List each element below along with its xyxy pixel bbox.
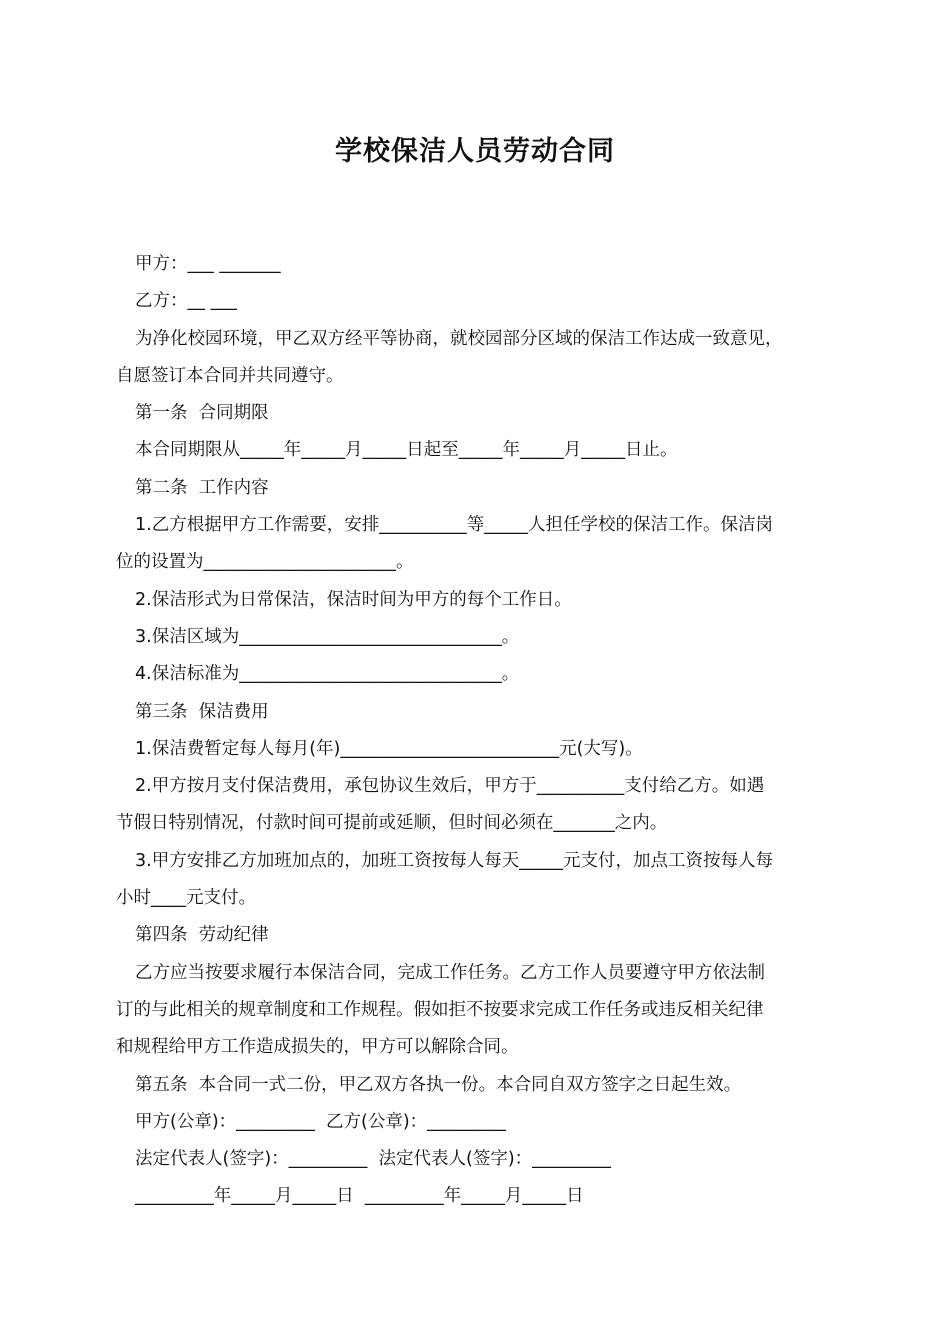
article-3-item-3-line-1: 3.甲方安排乙方加班加点的，加班工资按每人每天_____元支付，加点工资按每人每 bbox=[135, 850, 773, 871]
article-4-line-1: 乙方应当按要求履行本保洁合同，完成工作任务。乙方工作人员要遵守甲方依法制 bbox=[135, 962, 765, 983]
preamble-line-1: 为净化校园环境，甲乙双方经平等协商，就校园部分区域的保洁工作达成一致意见， bbox=[135, 328, 783, 349]
article-3-item-3-line-2: 小时____元支付。 bbox=[116, 888, 256, 909]
document-title: 学校保洁人员劳动合同 bbox=[335, 136, 615, 167]
contract-body bbox=[116, 246, 850, 1216]
article-2-item-4: 4.保洁标准为______________________________。 bbox=[135, 664, 520, 685]
article-4-heading: 第四条 劳动纪律 bbox=[135, 925, 269, 946]
article-2-item-2: 2.保洁形式为日常保洁，保洁时间为甲方的每个工作日。 bbox=[135, 589, 572, 610]
article-3-heading: 第三条 保洁费用 bbox=[135, 701, 269, 722]
article-4-line-2: 订的与此相关的规章制度和工作规程。假如拒不按要求完成工作任务或违反相关纪律 bbox=[116, 999, 764, 1020]
article-3-item-2-line-2: 节假日特别情况，付款时间可提前或延顺，但时间必须在_______之内。 bbox=[116, 813, 668, 834]
article-4-line-3: 和规程给甲方工作造成损失的，甲方可以解除合同。 bbox=[116, 1037, 519, 1058]
signing-date-line: _________年_____月_____日 _________年_____月_____日 bbox=[135, 1186, 584, 1207]
article-2-item-3: 3.保洁区域为______________________________。 bbox=[135, 626, 520, 647]
article-2-item-1-line-1: 1.乙方根据甲方工作需要，安排__________等_____人担任学校的保洁工作。保洁岗 bbox=[135, 515, 773, 536]
article-3-item-2-line-1: 2.甲方按月支付保洁费用，承包协议生效后，甲方于__________支付给乙方。如遇 bbox=[135, 776, 765, 797]
party-b-line: 乙方：__ ___ bbox=[135, 291, 237, 312]
article-5-line: 第五条 本合同一式二份，甲乙双方各执一份。本合同自双方签字之日起生效。 bbox=[135, 1074, 742, 1095]
article-1-term: 本合同期限从_____年_____月_____日起至_____年_____月_____日止。 bbox=[135, 440, 678, 461]
representative-signature-line: 法定代表人(签字)：_________ 法定代表人(签字)：_________ bbox=[135, 1149, 611, 1170]
seal-line: 甲方(公章)：_________ 乙方(公章)：_________ bbox=[135, 1111, 506, 1132]
party-a-line: 甲方：___ _______ bbox=[135, 254, 281, 274]
article-2-heading: 第二条 工作内容 bbox=[135, 477, 269, 498]
article-3-item-1: 1.保洁费暂定每人每月(年)_________________________元(大写)。 bbox=[135, 738, 643, 759]
article-1-heading: 第一条 合同期限 bbox=[135, 403, 269, 424]
article-2-item-1-line-2: 位的设置为______________________。 bbox=[116, 552, 414, 573]
preamble-line-2: 自愿签订本合同并共同遵守。 bbox=[116, 365, 344, 386]
